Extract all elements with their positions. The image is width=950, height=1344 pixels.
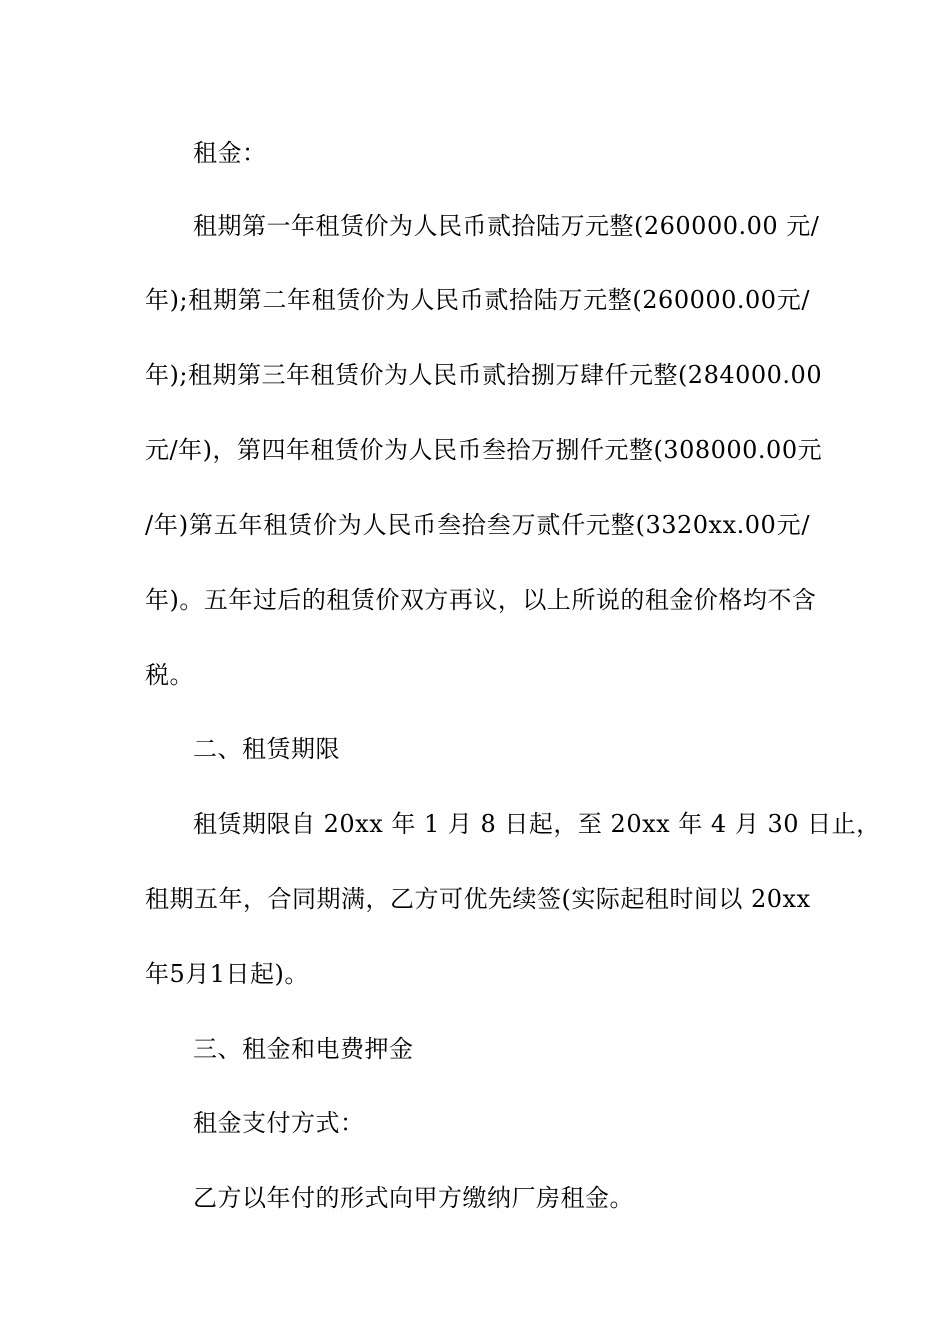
payment-method-heading: 租金支付方式： (193, 1109, 365, 1137)
section-heading-rent-deposit: 三、租金和电费押金 (193, 1035, 414, 1063)
paragraph-line: 元/年)，第四年租赁价为人民币叁拾万捌仟元整(308000.00元 (145, 436, 823, 464)
paragraph-line: 年)。五年过后的租赁价双方再议，以上所说的租金价格均不含 (145, 586, 817, 614)
section-heading-lease-term: 二、租赁期限 (193, 735, 340, 763)
paragraph-line: 租期五年，合同期满，乙方可优先续签(实际起租时间以 20xx (145, 885, 811, 913)
paragraph-line: 租期第一年租赁价为人民币贰拾陆万元整(260000.00 元/ (193, 212, 820, 240)
paragraph-line: 税。 (145, 661, 194, 689)
paragraph-line: 乙方以年付的形式向甲方缴纳厂房租金。 (193, 1184, 634, 1212)
paragraph-line: 年);租期第二年租赁价为人民币贰拾陆万元整(260000.00元/ (145, 286, 810, 314)
rent-heading: 租金： (193, 139, 267, 167)
paragraph-line: 年);租期第三年租赁价为人民币贰拾捌万肆仟元整(284000.00 (145, 361, 823, 389)
paragraph-line: 年5月1日起)。 (145, 960, 309, 988)
paragraph-line: 租赁期限自 20xx 年 1 月 8 日起，至 20xx 年 4 月 30 日止， (193, 810, 881, 838)
paragraph-line: /年)第五年租赁价为人民币叁拾叁万贰仟元整(3320xx.00元/ (145, 511, 810, 539)
